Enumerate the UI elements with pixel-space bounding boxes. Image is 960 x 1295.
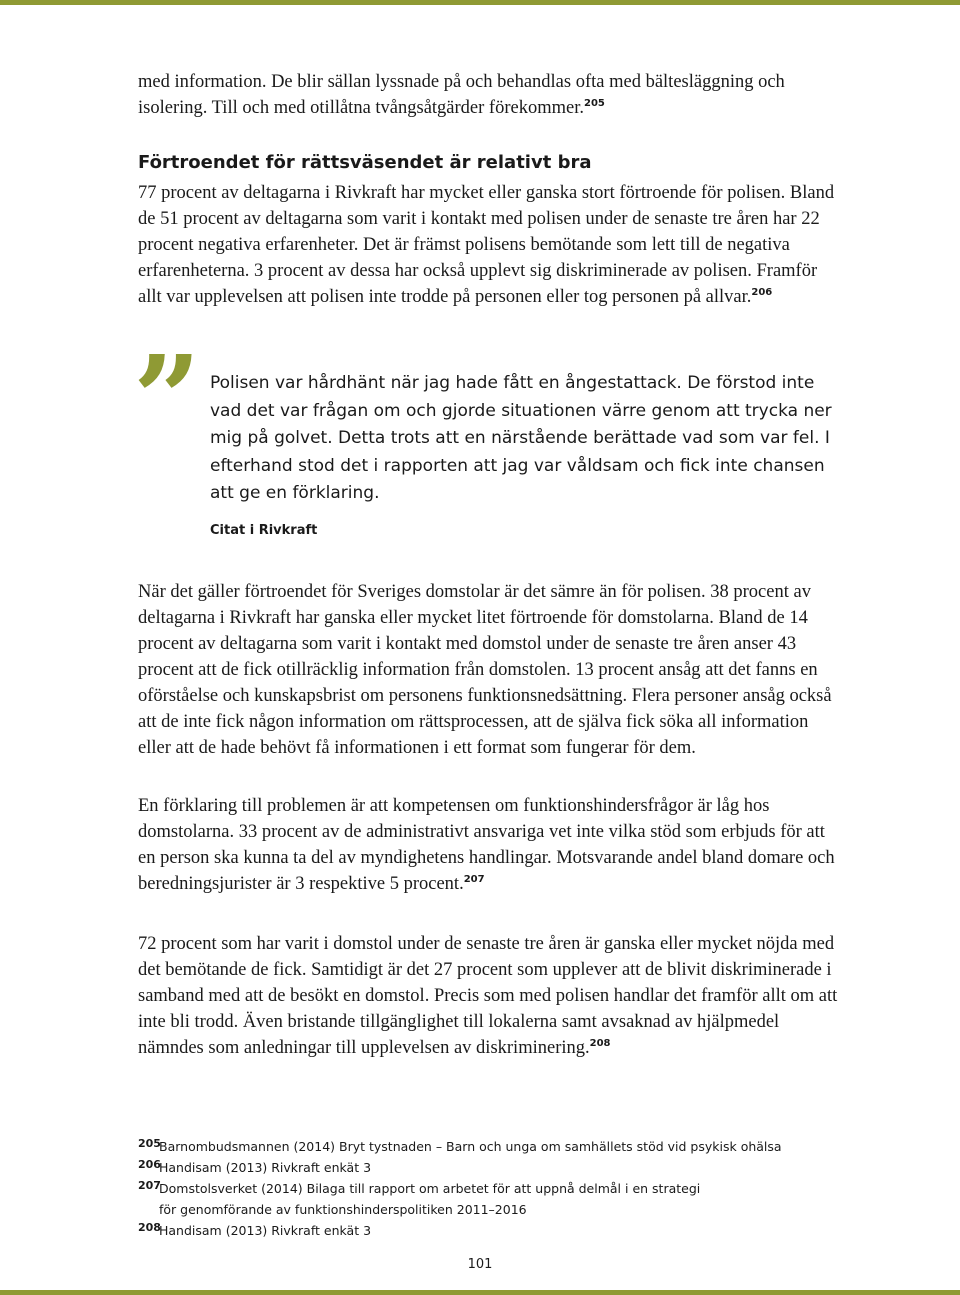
footnotes [138,1136,898,1241]
footnote-number: 206 [138,1158,161,1171]
footnote-item [138,1157,898,1178]
competence-paragraph: En förklaring till problemen är att kompetensen om funktionshindersfrågor är låg hos domstolarna. 33 procent av de administrativt ansvariga vet inte vilka stöd som erbjuds för att en person ska kunna ta del av myndighetens handlingar. Motsvarande andel bland domare och beredningsjurister är 3 respektive 5 procent.$^{207}$ [138,796,835,894]
footnote-number: 208 [138,1221,161,1234]
footnote-number: 205 [138,1137,161,1150]
footnote-ref: 207 [463,873,485,885]
police-trust-paragraph: 77 procent av deltagarna i Rivkraft har mycket eller ganska stort förtroende för polisen. Bland de 51 procent av deltagarna som varit i kontakt med polisen under de senaste tre åren har 22 procent negativa erfarenheter. Det är främst polisens bemötande som lett till de negativa erfarenheterna. 3 procent av dessa har också upplevt sig diskriminerade av polisen. Framför allt var upplevelsen att polisen inte trodde på personen eller tog personen på allvar.$^{206}$ [138,183,835,307]
quotation-mark-icon: ” [133,329,201,468]
footnote-text: Domstolsverket (2014) Bilaga till rapport om arbetet för att uppnå delmål i en strategi [159,1181,701,1196]
footnote-ref: 205 [583,97,605,109]
footnote-ref: 208 [589,1037,611,1049]
footnote-item [138,1220,898,1241]
intro-paragraph: med information. De blir sällan lyssnade på och behandlas ofta med bältesläggning och isolering. Till och med otillåtna tvångsåtgärder förekommer.$^{205}$ [138,72,785,118]
footnote-text: Barnombudsmannen (2014) Bryt tystnaden – Barn och unga om samhällets stöd vid psykisk ohälsa [159,1139,782,1154]
footnote-ref: 206 [751,286,773,298]
bottom-accent-bar [0,1290,960,1295]
quote-text: Polisen var hårdhänt när jag hade fått en ångestattack. De förstod inte vad det var frågan om och gjorde situationen värre genom att trycka ner mig på golvet. Detta trots att en närstående berättade vad som var fel. I efterhand stod det i rapporten att jag var våldsam och fick inte chansen att ge en förklaring. [210,373,832,504]
section-heading: Förtroendet för rättsväsendet är relativt bra [138,152,592,173]
quote-source: Citat i Rivkraft [210,523,318,538]
footnote-number: 207 [138,1179,161,1192]
footnote-text: Handisam (2013) Rivkraft enkät 3 [159,1160,372,1175]
footnote-continuation: för genomförande av funktionshinderspolitiken 2011–2016 [159,1202,527,1217]
courts-paragraph: När det gäller förtroendet för Sveriges domstolar är det sämre än för polisen. 38 procent av deltagarna i Rivkraft har ganska eller mycket litet förtroende för domstolarna. Bland de 14 procent av deltagarna som varit i kontakt med domstol under de senaste tre åren anser 43 procent att de fick otillräcklig information från domstolen. 13 procent ansåg att det fanns en oförståelse och kunskapsbrist om personens funktionsnedsättning. Flera personer ansåg också att de inte fick någon information om rättsprocessen, att de själva fick söka all information eller att de hade behövt få informationen i ett format som fungerar för dem. [138,582,832,758]
top-accent-bar [0,0,960,5]
footnote-item [138,1178,898,1199]
page-number: 101 [467,1257,493,1272]
footnote-text: Handisam (2013) Rivkraft enkät 3 [159,1223,372,1238]
satisfaction-paragraph: 72 procent som har varit i domstol under de senaste tre åren är ganska eller mycket nöjda med det bemötande de fick. Samtidigt är det 27 procent som upplever att de blivit diskriminerade i samband med att de besökt en domstol. Precis som med polisen handlar det framför allt om att inte bli trodd. Även bristande tillgänglighet till lokalerna samt avsaknad av hjälpmedel nämndes som anledningar till upplevelsen av diskriminering.$^{208}$ [138,934,838,1058]
footnote-item [138,1136,898,1157]
